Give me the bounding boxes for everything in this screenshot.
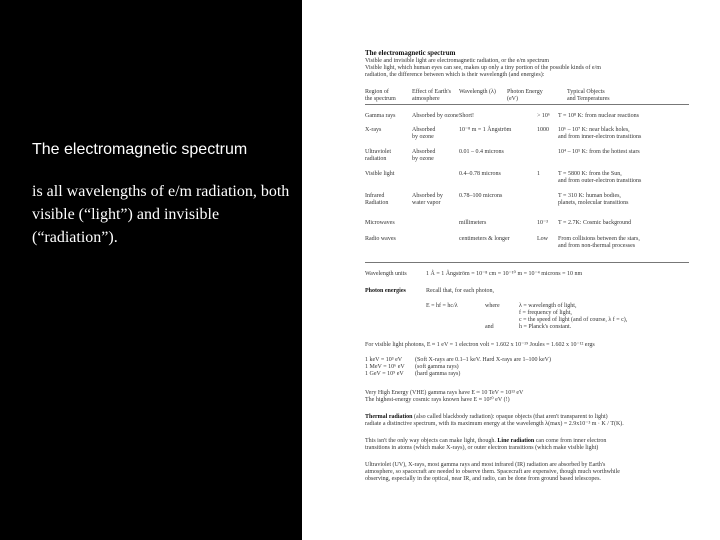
units-text: 1 Å = 1 Ångström = 10⁻⁸ cm = 10⁻¹⁰ m = 10⁻⁴ microns = 10 nm	[426, 271, 583, 277]
table-cell: T = 5800 K: from the Sun, and from outer-electron transitions	[558, 171, 642, 184]
line-0	[365, 438, 606, 445]
slide-body: is all wavelengths of e/m radiation, both visible (“light”) and invisible (“radiation”).	[32, 183, 290, 246]
vhe-0: Very High Energy (VHE) gamma rays have E ≈ 10 TeV = 10¹³ eV	[365, 390, 524, 396]
def-planck: h = Planck's constant.	[519, 324, 572, 330]
table-cell: > 10⁶	[537, 113, 550, 119]
closing-1: atmosphere, so spacecraft are needed to observe them. Spacecraft are expensive, though much worthwhile	[365, 469, 620, 475]
line-bold: Line radiation	[497, 438, 535, 444]
mev: 1 MeV = 10⁶ eV	[365, 364, 405, 370]
column-header: Typical Objects and Temperatures	[567, 89, 610, 102]
table-cell: millimeters	[459, 220, 487, 226]
table-cell: 1	[537, 171, 540, 177]
def-speed: c = the speed of light (and of course, λ f = c),	[519, 317, 628, 323]
table-cell: T = 310 K: human bodies, planets, molecular transitions	[558, 193, 629, 206]
kev: 1 keV = 10³ eV	[365, 357, 403, 363]
formula: E = hf = hc/λ	[426, 303, 458, 309]
table-cell: Visible light	[365, 171, 395, 177]
doc-intro-1: Visible light, which human eyes can see, makes up only a tiny portion of the possible kinds of e/m	[365, 65, 601, 71]
closing-2: observing, especially in the optical, near IR, and radio, can be done from ground based telescopes.	[365, 476, 601, 482]
table-cell: Low	[537, 236, 548, 242]
thermal-text: (also called blackbody radiation): opaque objects (that aren't transparent to light)	[412, 414, 608, 420]
kev-note: (Soft X-rays are 0.1–1 keV. Hard X-rays are 1–100 keV)	[415, 357, 552, 363]
table-cell: Absorbed by ozone	[412, 127, 436, 140]
table-cell: 0.4–0.78 microns	[459, 171, 501, 177]
column-header: Wavelength (λ)	[459, 89, 496, 95]
def-wavelength: λ = wavelength of light,	[519, 303, 577, 309]
divider	[365, 262, 689, 263]
slide-heading: The electromagnetic spectrum	[32, 141, 248, 158]
table-cell: 10⁻³	[537, 220, 548, 226]
table-cell: T = 2.7K: Cosmic background	[558, 220, 632, 226]
table-cell: 0.78–100 microns	[459, 193, 503, 199]
table-cell: T = 10⁸ K: from nuclear reactions	[558, 113, 640, 119]
closing-0: Ultraviolet (UV), X-rays, most gamma rays and most infrared (IR) radiation are absorbed by Earth's	[365, 462, 606, 468]
table-cell: X-rays	[365, 127, 382, 133]
table-cell: 10⁻⁸ m = 1 Ångström	[459, 127, 512, 133]
photon-label: Photon energies	[365, 288, 406, 294]
table-cell: Microwaves	[365, 220, 395, 226]
table-cell: From collisions between the stars, and from non-thermal processes	[558, 236, 640, 249]
table-cell: Short!	[459, 113, 474, 119]
doc-title: The electromagnetic spectrum	[365, 49, 456, 57]
column-header: Photon Energy (eV)	[507, 89, 543, 102]
thermal-1: radiate a distinctive spectrum, with its maximum energy at the wavelength λ(max) = 2.9x10⁻³ m · K / T(K).	[365, 421, 624, 427]
thermal-0	[365, 414, 608, 421]
doc-intro-0: Visible and invisible light are electromagnetic radiation, or the e/m spectrum	[365, 58, 550, 64]
column-header: Effect of Earth's atmosphere	[412, 89, 451, 102]
table-cell: Gamma rays	[365, 113, 396, 119]
table-cell: Infrared Radiation	[365, 193, 389, 206]
line-pre: This isn't the only way objects can make light, though.	[365, 438, 498, 444]
mev-note: (soft gamma rays)	[415, 364, 459, 370]
header-rule	[365, 104, 689, 105]
photon-text: Recall that, for each photon,	[426, 288, 494, 294]
vhe-1: The highest-energy cosmic rays known have E ≈ 10²⁰ eV (!)	[365, 397, 510, 403]
table-cell: 10⁶ – 10⁷ K: near black holes, and from inner-electron transitions	[558, 127, 642, 140]
table-cell: centimeters & longer	[459, 236, 510, 242]
table-cell: 10⁴ – 10⁵ K: from the hottest stars	[558, 149, 640, 155]
visible-line: For visible light photons, E ≈ 1 eV = 1 electron volt = 1.602 x 10⁻¹⁹ Joules = 1.602 x 10⁻¹² ergs	[365, 342, 595, 348]
slide-text-panel	[0, 0, 302, 540]
table-cell: Absorbed by ozone	[412, 149, 436, 162]
units-label: Wavelength units	[365, 271, 407, 277]
column-header: Region of the spectrum	[365, 89, 396, 102]
def-frequency: f = frequency of light,	[519, 310, 572, 316]
table-cell: 0.01 – 0.4 microns	[459, 149, 504, 155]
document-image	[302, 0, 720, 540]
doc-intro-2: radiation, the difference between which is their wavelength (and energies):	[365, 72, 545, 78]
table-cell: Absorbed by water vapor	[412, 193, 443, 206]
where-label: where	[485, 303, 500, 309]
line-post: can come from inner electron	[534, 438, 607, 444]
table-cell: Absorbed by ozone	[412, 113, 459, 119]
table-cell: 1000	[537, 127, 549, 133]
gev: 1 GeV = 10⁹ eV	[365, 371, 404, 377]
table-cell: Ultraviolet radiation	[365, 149, 391, 162]
gev-note: (hard gamma rays)	[415, 371, 461, 377]
table-cell: Radio waves	[365, 236, 396, 242]
line-1: transitions in atoms (which make X-rays), or outer electron transitions (which make visible light)	[365, 445, 599, 451]
thermal-bold: Thermal radiation	[365, 414, 413, 420]
and-label: and	[485, 324, 494, 330]
